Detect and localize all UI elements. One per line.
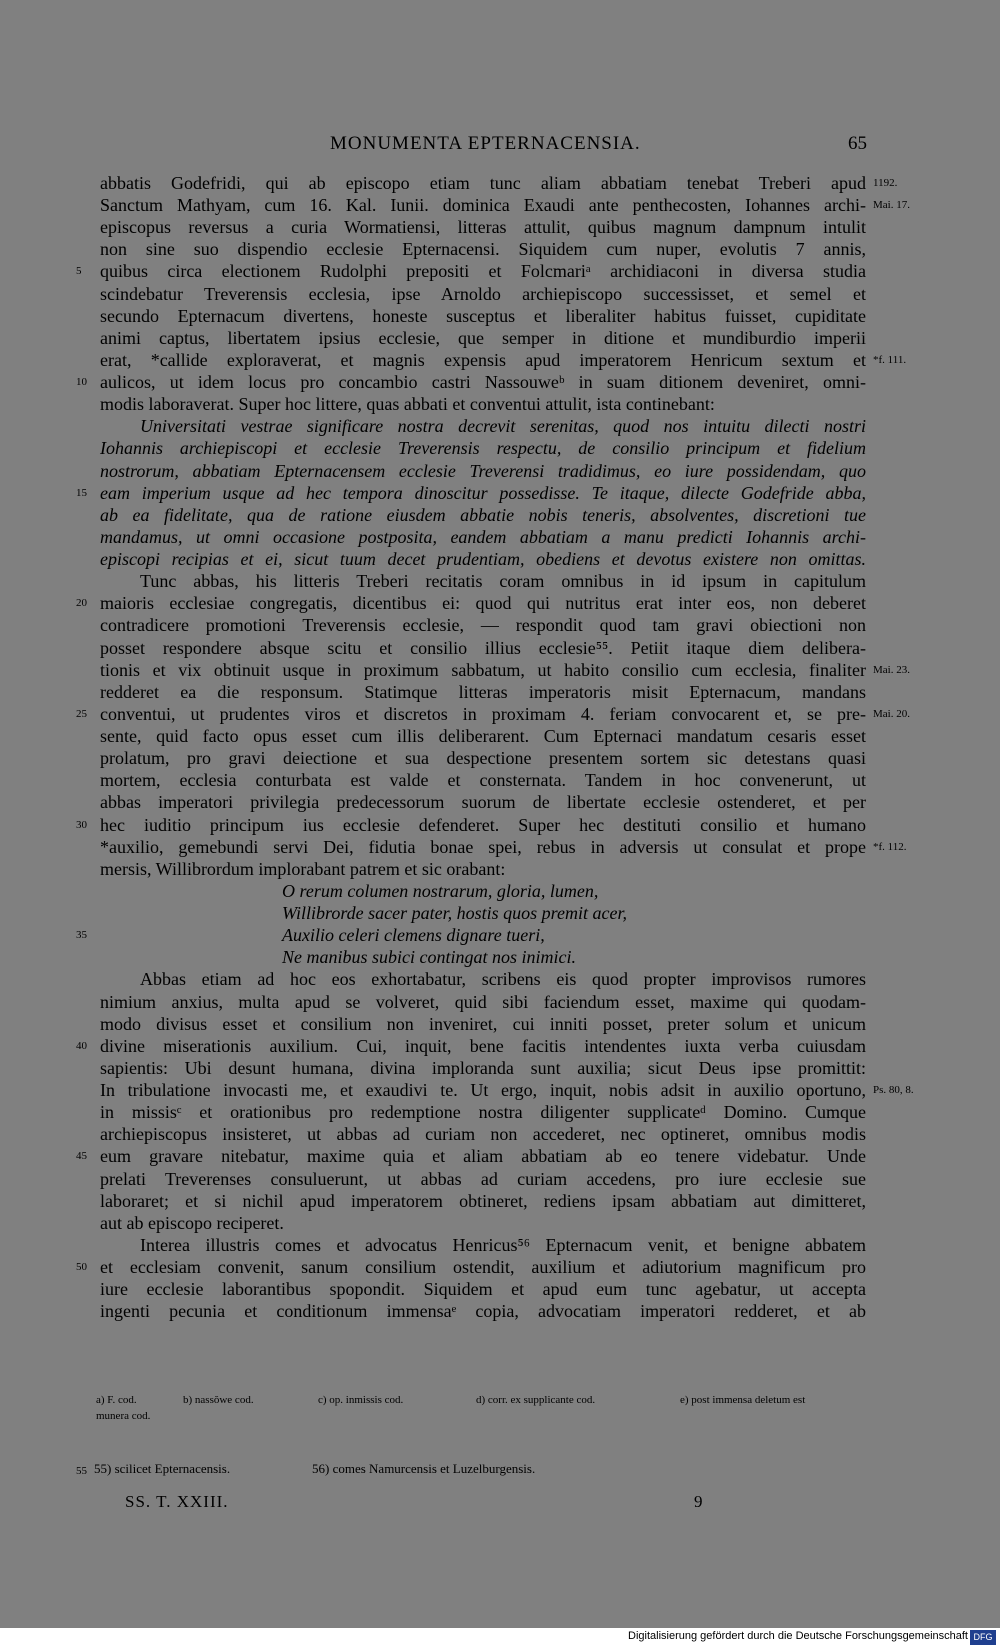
text-line: non sine suo dispendio ecclesie Epternacensi. Siquidem cum nuper, evolutis 7 annis, <box>100 239 866 259</box>
line-number: 10 <box>76 376 87 388</box>
text-line: nimium anxius, multa apud se volveret, quid sibi faciendum esset, maxime qui quodam- <box>100 992 866 1012</box>
text-line: prolatum, pro gravi deiectione et sua despectione presentem sortem sic detestans quasi <box>100 748 866 768</box>
text-line: Iohannis archiepiscopi et ecclesie Treverensis respectu, de consilio principum et fidelium <box>100 438 866 458</box>
line-number: 5 <box>76 265 82 277</box>
margin-note: Mai. 17. <box>873 199 910 211</box>
apparatus-note: a) F. cod. <box>96 1394 137 1406</box>
text-line: Tunc abbas, his litteris Treberi recitatis coram omnibus in id ipsum in capitulum <box>140 571 866 591</box>
text-line: sente, quid facto opus esset cum illis deliberarent. Cum Epternaci mandatum cesaris esset <box>100 726 866 746</box>
text-line: quibus circa electionem Rudolphi prepositi et Folcmariᵃ archidiaconi in diversa studia <box>100 261 866 281</box>
text-line: modis laboraverat. Super hoc littere, quas abbati et conventui attulit, ista continebant: <box>100 394 715 414</box>
line-number: 15 <box>76 487 87 499</box>
apparatus-note: d) corr. ex supplicante cod. <box>476 1394 596 1406</box>
line-number: 55 <box>76 1465 87 1477</box>
text-line: divine miserationis auxilium. Cui, inquit, bene facitis intendentes iuxta verba cuiusdam <box>100 1036 866 1056</box>
verse-line: Willibrorde sacer pater, hostis quos premit acer, <box>282 903 627 923</box>
text-line: abbas imperatori privilegia predecessorum suorum de libertate ecclesie ostenderet, et per <box>100 792 866 812</box>
running-head-title: MONUMENTA EPTERNACENSIA. <box>330 133 641 154</box>
text-line: laboraret; et si nichil apud imperatorem obtineret, rediens ipsam abbatiam aut dimitteret, <box>100 1191 866 1211</box>
text-line: prelati Treverenses consuluerunt, ut abbas ad curiam accedens, pro iure ecclesie sue <box>100 1169 866 1189</box>
apparatus-note: b) nassŏwe cod. <box>183 1394 254 1406</box>
text-line: episcopi recipias et ei, sicut tuum decet prudentiam, obediens et devotus existere non omittas. <box>100 549 866 569</box>
text-line: sapientis: Ubi desunt humana, divina imploranda sunt auxilia; sicut Deus ipse promittit: <box>100 1058 866 1078</box>
margin-note: Mai. 20. <box>873 708 910 720</box>
text-line: modo divisus esset et consilium non inveniret, cui inniti posset, preter solum et unicum <box>100 1014 866 1034</box>
text-line: in missisᶜ et orationibus pro redemptione nostra diligenter supplicateᵈ Domino. Cumque <box>100 1102 866 1122</box>
apparatus-note: e) post immensa deletum est <box>680 1394 806 1406</box>
text-line: Interea illustris comes et advocatus Henricus⁵⁶ Epternacum venit, et benigne abbatem <box>140 1235 866 1255</box>
apparatus-note: munera cod. <box>96 1410 151 1422</box>
sheet-number: 9 <box>694 1492 703 1511</box>
line-number: 30 <box>76 819 87 831</box>
margin-note: Mai. 23. <box>873 664 910 676</box>
text-line: maioris ecclesiae congregatis, dicentibus ei: quod qui nutritus erat inter eos, non deberet <box>100 593 866 613</box>
line-number: 25 <box>76 708 87 720</box>
text-line: Abbas etiam ad hoc eos exhortabatur, scribens eis quod propter improvisos rumores <box>140 969 866 989</box>
verse-line: Ne manibus subici contingat nos inimici. <box>282 947 576 967</box>
text-line: eam imperium usque ad hec tempora dinoscitur possedisse. Te itaque, dilecte Godefride abba, <box>100 483 866 503</box>
page-number: 65 <box>848 133 867 154</box>
text-line: In tribulatione invocasti me, et exaudivi te. Ut ergo, inquit, nobis adsit in auxilio oportuno, <box>100 1080 866 1100</box>
apparatus-note: c) op. inmissis cod. <box>318 1394 404 1406</box>
text-line: scindebatur Treverensis ecclesia, ipse Arnoldo archiepiscopo successisset, et semel et <box>100 284 866 304</box>
verse-line: O rerum columen nostrarum, gloria, lumen, <box>282 881 599 901</box>
credit-bar <box>0 1628 1000 1648</box>
signature-mark: SS. T. XXIII. <box>125 1492 229 1511</box>
text-line: aut ab episcopo reciperet. <box>100 1213 284 1233</box>
text-line: Sanctum Mathyam, cum 16. Kal. Iunii. dominica Exaudi ante penthecosten, Iohannes archi- <box>100 195 866 215</box>
text-line: eum gravare nitebatur, maxime quia et aliam abbatiam ab eo tenere videbatur. Unde <box>100 1146 866 1166</box>
text-line: erat, *callide exploraverat, et magnis expensis apud imperatorem Henricum sextum et <box>100 350 866 370</box>
text-line: archiepiscopus insisteret, ut abbas ad curiam non accederet, nec optineret, omnibus modis <box>100 1124 866 1144</box>
margin-note: *f. 111. <box>873 354 907 366</box>
text-line: redderet ea die responsum. Statimque litteras imperatoris misit Epternacum, mandans <box>100 682 866 702</box>
line-number: 20 <box>76 597 87 609</box>
text-line: mandamus, ut omni occasione postposita, eandem abbatiam a manu predicti Iohannis archi- <box>100 527 866 547</box>
text-line: animi captus, libertatem ipsius ecclesie, que semper in ditione et mundiburdio imperii <box>100 328 866 348</box>
text-line: tionis et vix obtinuit usque in proximum sabbatum, ut habito consilio cum ecclesia, finaliter <box>100 660 866 680</box>
text-line: *auxilio, gemebundi servi Dei, fidutia bonae spei, rebus in adversis ut consulat et prope <box>100 837 866 857</box>
line-number: 50 <box>76 1261 87 1273</box>
margin-note: 1192. <box>873 177 898 189</box>
text-line: abbatis Godefridi, qui ab episcopo etiam tunc aliam abbatiam tenebat Treberi apud <box>100 173 866 193</box>
text-line: et ecclesiam convenit, sanum consilium ostendit, auxilium et adiutorium magnificum pro <box>100 1257 866 1277</box>
text-line: ingenti pecunia et conditionum immensaᵉ copia, advocatiam imperatori redderet, et ab <box>100 1301 866 1321</box>
text-line: episcopus reversus a curia Wormatiensi, litteras attulit, quibus magnum dampnum intulit <box>100 217 866 237</box>
text-line: mersis, Willibrordum implorabant patrem et sic orabant: <box>100 859 506 879</box>
text-line: conventui, ut prudentes viros et discretos in proximam 4. feriam convocarent et, se pre- <box>100 704 866 724</box>
text-line: contradicere promotioni Treverensis ecclesie, — respondit quod tam gravi obiectioni non <box>100 615 866 635</box>
dfg-logo: DFG <box>970 1630 996 1645</box>
text-line: ab ea fidelitate, qua de ratione eiusdem abbatie nobis teneris, absolventes, discretioni tue <box>100 505 866 525</box>
text-line: aulicos, ut idem locus pro concambio castri Nassouweᵇ in suam ditionem deveniret, omni- <box>100 372 866 392</box>
verse-line: Auxilio celeri clemens dignare tueri, <box>282 925 545 945</box>
text-line: Universitati vestrae significare nostra decrevit serenitas, quod nos intuitu dilecti nostri <box>140 416 866 436</box>
text-line: posset respondere absque scitu et consilio illius ecclesie⁵⁵. Petiit itaque diem delibera- <box>100 638 866 658</box>
credit-text: Digitalisierung gefördert durch die Deutsche Forschungsgemeinschaft <box>628 1630 968 1642</box>
text-line: secundo Epternacum divertens, honeste susceptus et liberaliter habitus fuisset, cupiditate <box>100 306 866 326</box>
text-line: nostrorum, abbatiam Epternacensem ecclesie Treverensi tradidimus, eo iure possidendam, quo <box>100 461 866 481</box>
line-number: 35 <box>76 929 87 941</box>
margin-note: *f. 112. <box>873 841 907 853</box>
line-number: 45 <box>76 1150 87 1162</box>
text-line: hec iuditio principum ius ecclesie defenderet. Super hec destituti consilio et humano <box>100 815 866 835</box>
text-line: iure ecclesie laborantibus spopondit. Siquidem et apud eum tunc agebatur, ut accepta <box>100 1279 866 1299</box>
text-line: mortem, ecclesia conturbata est valde et consternata. Tandem in hoc convenerunt, ut <box>100 770 866 790</box>
editor-note: 56) comes Namurcensis et Luzelburgensis. <box>312 1461 536 1476</box>
editor-note: 55) scilicet Epternacensis. <box>94 1461 231 1476</box>
line-number: 40 <box>76 1040 87 1052</box>
margin-note: Ps. 80, 8. <box>873 1084 914 1096</box>
